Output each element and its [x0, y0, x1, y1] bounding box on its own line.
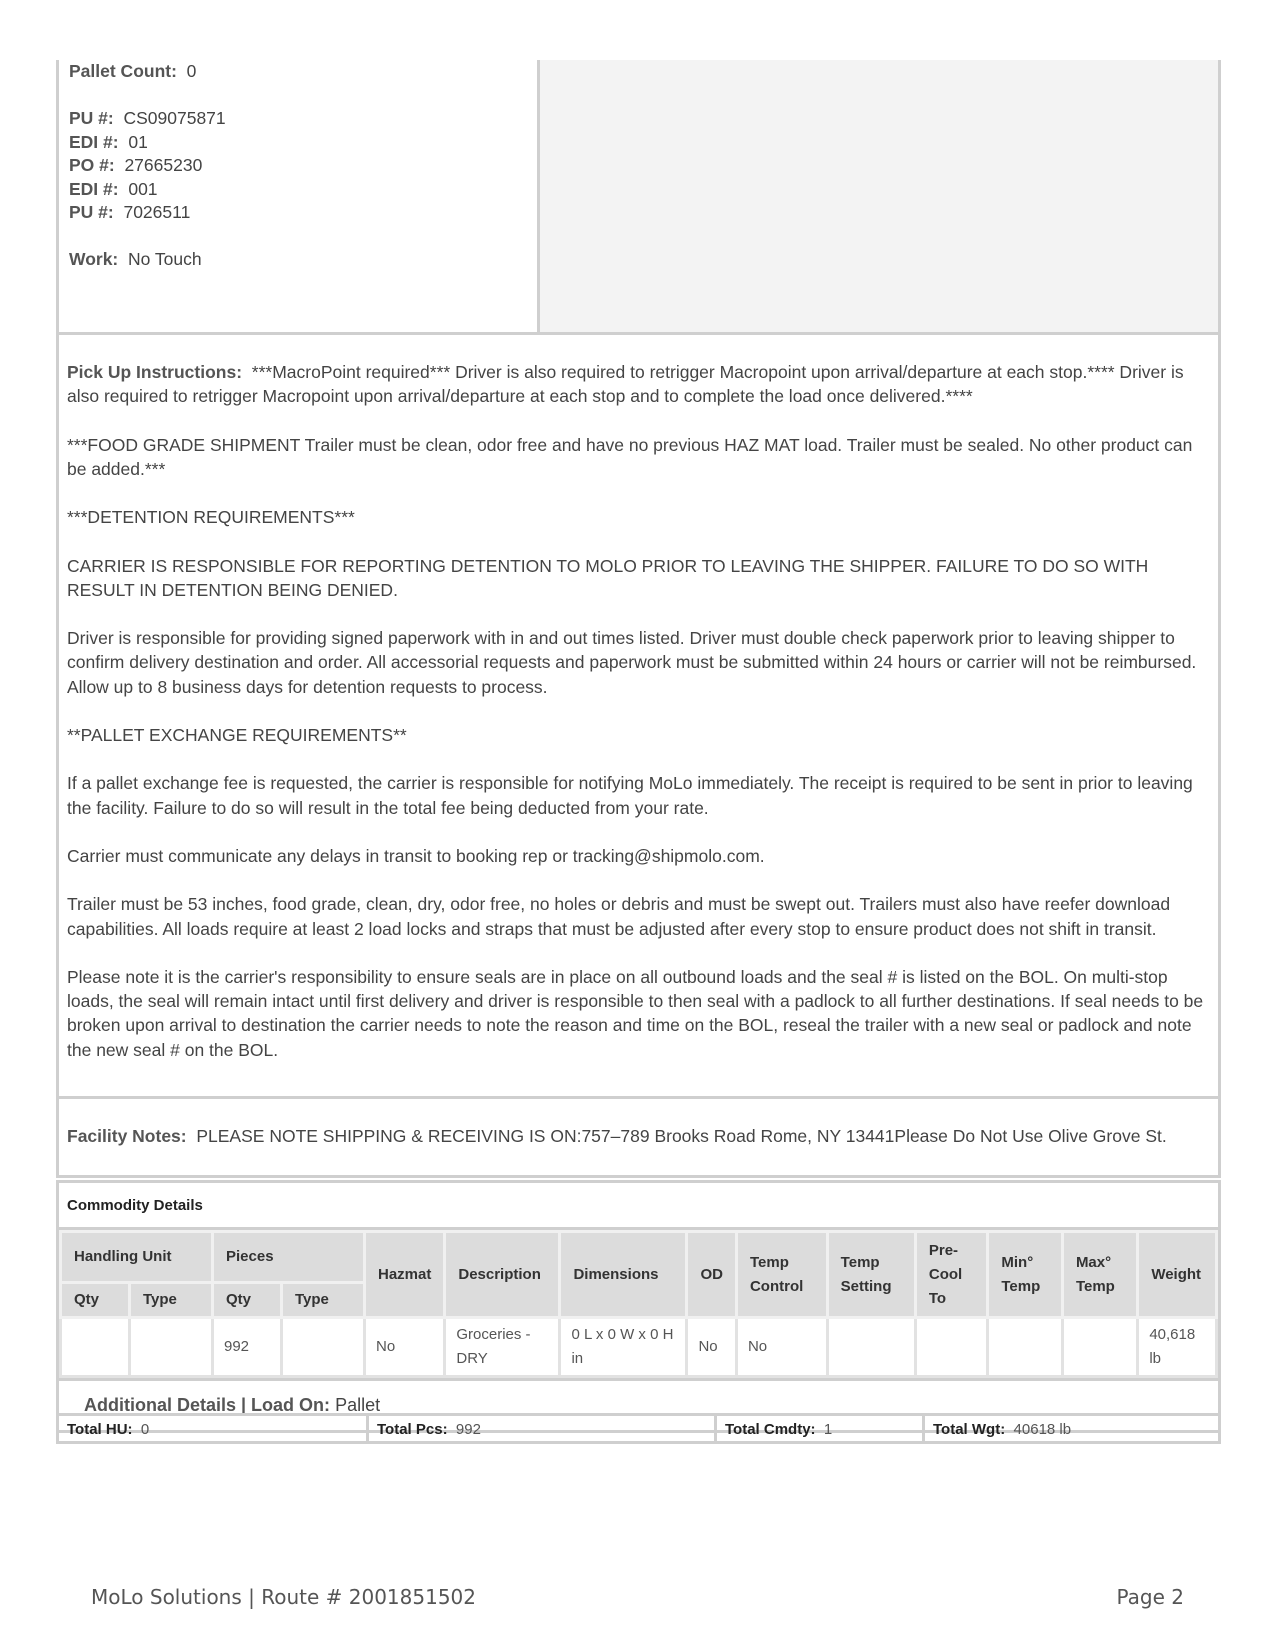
cell-min-temp: [988, 1318, 1063, 1377]
header-weight: Weight: [1138, 1232, 1217, 1318]
ref-row: [69, 201, 527, 225]
total-hu: [59, 1416, 369, 1441]
ref-label: EDI #:: [69, 178, 119, 199]
cell-description: Groceries - DRY: [445, 1318, 560, 1377]
header-temp-control: Temp Control: [736, 1232, 827, 1318]
load-on-value: Pallet: [335, 1395, 381, 1415]
cell-hazmat: No: [365, 1318, 445, 1377]
header-hu-qty: Qty: [61, 1283, 130, 1318]
footer-route: MoLo Solutions | Route # 2001851502: [91, 1585, 476, 1609]
cell-hu-type: [130, 1318, 213, 1377]
instruction-paragraph: ***FOOD GRADE SHIPMENT Trailer must be clean, odor free and have no previous HAZ MAT load. Trailer must be sealed. No other product can be added.***: [67, 434, 1193, 479]
cell-temp-setting: [827, 1318, 915, 1377]
pickup-instructions: [56, 335, 1221, 1099]
total-pcs: [369, 1416, 717, 1441]
ref-value: 001: [128, 178, 158, 199]
header-hu-type: Type: [130, 1283, 213, 1318]
header-min-temp: Min° Temp: [988, 1232, 1063, 1318]
total-cmdty: [717, 1416, 925, 1441]
commodity-details: [56, 1180, 1221, 1433]
facility-notes: [56, 1099, 1221, 1178]
total-hu-label: Total HU:: [67, 1421, 133, 1438]
commodity-title: Commodity Details: [59, 1183, 1218, 1230]
instruction-paragraph: ***DETENTION REQUIREMENTS***: [67, 507, 355, 528]
header-hazmat: Hazmat: [365, 1232, 445, 1318]
cell-pc-qty: 992: [213, 1318, 282, 1377]
header-temp-setting: Temp Setting: [827, 1232, 915, 1318]
cell-dimensions: 0 L x 0 W x 0 H in: [560, 1318, 687, 1377]
cell-weight: 40,618 lb: [1138, 1318, 1217, 1377]
header-pieces: Pieces: [213, 1232, 365, 1283]
ref-label: PU #:: [69, 202, 114, 222]
total-cmdty-label: Total Cmdty:: [725, 1421, 816, 1438]
ref-value: 01: [128, 131, 148, 152]
instruction-paragraph: If a pallet exchange fee is requested, the carrier is responsible for notifying MoLo immediately. The receipt is required to be sent in prior to leaving the facility. Failure to do so will result in the total fee being deducted from your rate.: [67, 773, 1193, 818]
total-wgt-label: Total Wgt:: [933, 1421, 1006, 1438]
totals-bar: [56, 1413, 1221, 1444]
total-hu-value: 0: [140, 1421, 150, 1438]
page-footer: [91, 1585, 1184, 1609]
header-handling-unit: Handling Unit: [61, 1232, 213, 1283]
ref-label: PU #:: [69, 108, 114, 128]
total-pcs-label: Total Pcs:: [377, 1421, 448, 1438]
header-pc-qty: Qty: [213, 1283, 282, 1318]
instruction-paragraph: Driver is responsible for providing signed paperwork with in and out times listed. Driver must double check paperwork prior to leaving shipper to confirm delivery destination and order. All accessorial requests and paperwork must be submitted within 24 hours or carrier will not be reimbursed. Allow up to 8 business days for detention requests to process.: [67, 628, 1197, 697]
additional-details-label: Additional Details | Load On:: [84, 1395, 331, 1415]
commodity-table: [59, 1230, 1218, 1378]
total-wgt: [925, 1416, 1218, 1441]
pallet-count: [69, 60, 527, 84]
instruction-text: ***MacroPoint required*** Driver is also required to retrigger Macropoint upon arrival/departure at each stop.**** Driver is also required to retrigger Macropoint upon arrival/departure at each stop and to complete the load once delivered.****: [67, 362, 1184, 407]
ref-row: [69, 154, 527, 178]
empty-panel: [540, 60, 1218, 332]
facility-notes-text: PLEASE NOTE SHIPPING & RECEIVING IS ON:757–789 Brooks Road Rome, NY 13441Please Do Not Use Olive Grove St.: [196, 1126, 1167, 1146]
ref-row: [69, 131, 527, 155]
ref-row: [69, 178, 527, 202]
pickup-instructions-label: Pick Up Instructions:: [67, 362, 243, 382]
cell-hu-qty: [61, 1318, 130, 1377]
page-content: [56, 0, 1221, 1178]
reference-panel: [59, 60, 540, 332]
instruction-paragraph: Please note it is the carrier's responsibility to ensure seals are in place on all outbound loads and the seal # is listed on the BOL. On multi-stop loads, the seal will remain intact until first delivery and driver is responsible to then seal with a padlock to all further destinations. If seal needs to be broken upon arrival to destination the carrier needs to note the reason and time on the BOL, reseal the trailer with a new seal or padlock and note the new seal # on the BOL.: [67, 966, 1204, 1060]
header-dimensions: Dimensions: [560, 1232, 687, 1318]
pallet-count-label: Pallet Count:: [69, 61, 177, 81]
work-row: [69, 248, 527, 272]
ref-label: PO #:: [69, 155, 115, 175]
shipment-references: [56, 60, 1221, 335]
instruction-paragraph: Carrier must communicate any delays in transit to booking rep or tracking@shipmolo.com.: [67, 845, 765, 866]
pallet-count-value: 0: [186, 61, 197, 81]
ref-value: 7026511: [123, 202, 191, 222]
instruction-paragraph: CARRIER IS RESPONSIBLE FOR REPORTING DETENTION TO MOLO PRIOR TO LEAVING THE SHIPPER. FAILURE TO DO SO WITH RESULT IN DETENTION BEING DENIED.: [67, 555, 1149, 600]
ref-value: 27665230: [124, 155, 203, 175]
cell-precool: [915, 1318, 988, 1377]
header-description: Description: [445, 1232, 560, 1318]
facility-notes-label: Facility Notes:: [67, 1126, 187, 1146]
ref-label: EDI #:: [69, 131, 119, 152]
cell-temp-control: No: [736, 1318, 827, 1377]
header-pc-type: Type: [282, 1283, 365, 1318]
header-precool: Pre-Cool To: [915, 1232, 988, 1318]
table-row: [61, 1318, 1217, 1377]
ref-value: CS09075871: [123, 108, 226, 128]
total-cmdty-value: 1: [823, 1421, 833, 1438]
work-value: No Touch: [128, 249, 202, 269]
page-number: Page 2: [1116, 1585, 1184, 1609]
work-label: Work:: [69, 249, 119, 269]
cell-od: No: [687, 1318, 737, 1377]
total-wgt-value: 40618 lb: [1013, 1421, 1072, 1438]
instruction-paragraph: [67, 360, 1210, 408]
header-od: OD: [687, 1232, 737, 1318]
total-pcs-value: 992: [455, 1421, 481, 1438]
instruction-paragraph: Trailer must be 53 inches, food grade, clean, dry, odor free, no holes or debris and must be swept out. Trailers must also have reefer download capabilities. All loads require at least 2 load locks and straps that must be adjusted after every stop to ensure product does not shift in transit.: [67, 894, 1171, 939]
ref-row: [69, 107, 527, 131]
cell-pc-type: [282, 1318, 365, 1377]
instruction-paragraph: **PALLET EXCHANGE REQUIREMENTS**: [67, 724, 407, 745]
cell-max-temp: [1062, 1318, 1137, 1377]
header-max-temp: Max° Temp: [1062, 1232, 1137, 1318]
